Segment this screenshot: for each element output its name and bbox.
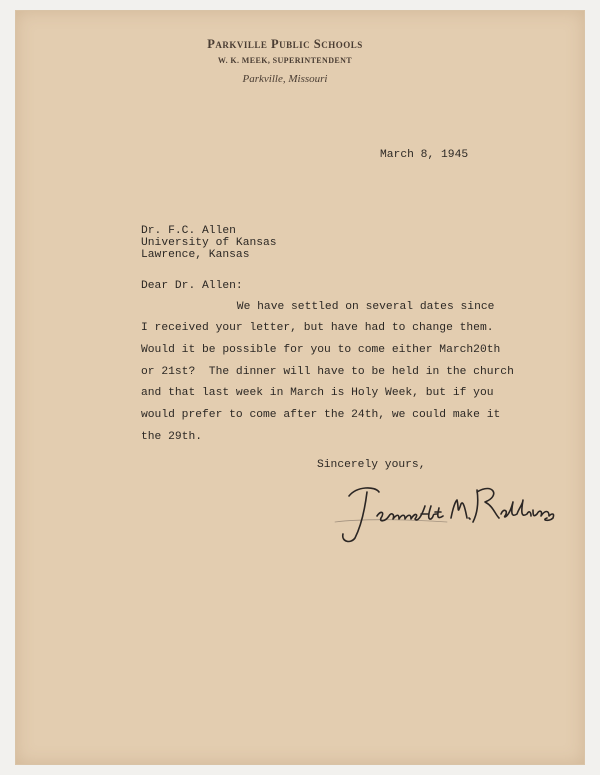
letterhead-superintendent: W. K. MEEK, SUPERINTENDENT	[217, 56, 353, 65]
letterhead-school-name: Parkville Public Schools	[207, 37, 363, 51]
recipient-city: Lawrence, Kansas	[141, 249, 250, 261]
body-line: or 21st? The dinner will have to be held in the church	[141, 366, 514, 378]
body-line: We have settled on several dates since	[169, 301, 495, 313]
body-line: and that last week in March is Holy Week, but if you	[141, 387, 494, 399]
handwritten-signature	[327, 478, 557, 550]
recipient-institution: University of Kansas	[141, 237, 277, 249]
body-line: Would it be possible for you to come either March20th	[141, 344, 501, 356]
letter-date: March 8, 1945	[380, 149, 469, 161]
recipient-name: Dr. F.C. Allen	[141, 225, 236, 237]
body-line: would prefer to come after the 24th, we could make it	[141, 409, 501, 421]
salutation: Dear Dr. Allen:	[141, 280, 243, 292]
body-line: I received your letter, but have had to change them.	[141, 322, 494, 334]
body-line: the 29th.	[141, 431, 203, 443]
letterhead-city: Parkville, Missouri	[242, 73, 328, 85]
closing: Sincerely yours,	[317, 459, 426, 471]
